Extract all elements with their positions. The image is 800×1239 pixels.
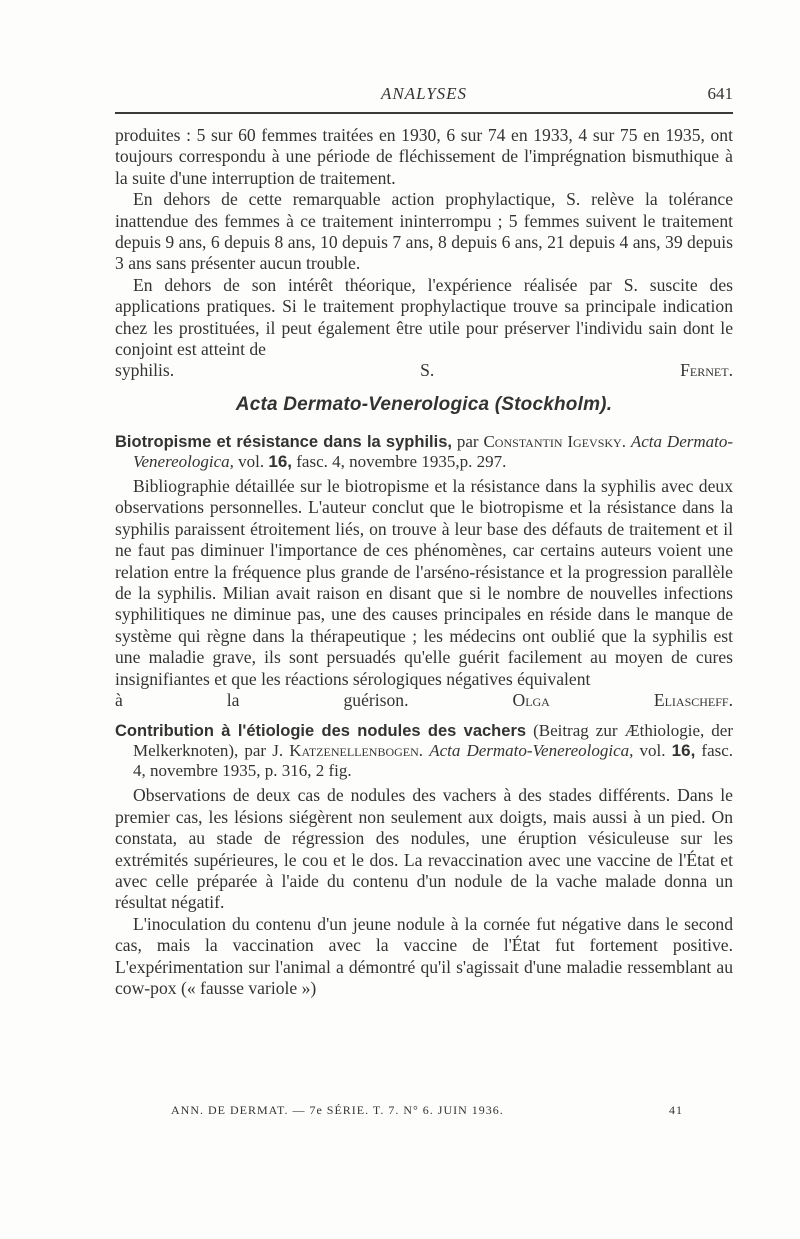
entry-body: Observations de deux cas de nodules des vachers à des stades différents. Dans le premier cas, les lésions siégèrent non seulement aux doigts, mais aussi à un pied. On constata, au stade de régression des nodules, une éruption vésiculeuse sur les extrémités supérieures, le cou et le dos. La revaccination avec une vaccine de l'État et avec celle préparée à l'aide du contenu d'un nodule de la vache malade donna un résultat négatif. <box>115 785 733 913</box>
entry-title: Biotropisme et résistance dans la syphilis, <box>115 432 452 451</box>
entry-gap <box>115 711 733 721</box>
volume-prefix: vol. <box>238 451 265 471</box>
journal-name: Acta Dermato-Venereologica, <box>133 431 734 471</box>
prev-article-continuation <box>115 125 733 382</box>
paragraph: produites : 5 sur 60 femmes traitées en 1930, 6 sur 74 en 1933, 4 sur 75 en 1935, ont toujours correspondu à une période de fléchissement de l'imprégnation bismuthique à la suite d'une interruption de traitement. <box>115 125 733 188</box>
entry-body: L'inoculation du contenu d'un jeune nodule à la cornée fut négative dans le second cas, mais la vaccination avec la vaccine de l'État fut fortement positive. L'expérimentation sur l'animal a démontré qu'il s'agissait d'une maladie ressemblant au cow-pox (« fausse variole ») <box>115 913 733 998</box>
footer-journal-line: ANN. DE DERMAT. — 7e SÉRIE. T. 7. N° 6. JUIN 1936. <box>171 1103 504 1117</box>
body-end: à la guérison. <box>115 689 409 710</box>
signature-line <box>115 360 733 381</box>
volume-number: 16, <box>671 741 696 761</box>
citation-details: fasc. 4, novembre 1935, p. 316, 2 fig. <box>133 741 734 781</box>
last-word: syphilis. <box>115 360 175 381</box>
page-number: 641 <box>707 84 733 103</box>
running-title: ANALYSES <box>380 84 468 103</box>
volume-number: 16, <box>268 451 292 471</box>
entry-title: Contribution à l'étiologie des nodules des vachers <box>115 722 527 741</box>
signature: Olga Eliascheff. <box>512 689 733 710</box>
entry-citation <box>115 721 733 781</box>
abstract-entry <box>115 721 733 999</box>
running-head <box>115 82 733 110</box>
original-title: (Beitrag zur Æthiologie, der Melkerknoten), par <box>133 721 734 761</box>
volume-prefix: vol. <box>639 741 666 761</box>
section-title: Acta Dermato-Venerologica (Stockholm). <box>235 393 613 415</box>
entry-author: J. Katzenellenbogen. <box>272 741 424 761</box>
paragraph: En dehors de son intérêt théorique, l'expérience réalisée par S. suscite des applications pratiques. Si le traitement prophylactique trouve sa principale indication chez les prostituées, il peut également être utile pour préserver l'individu sain dont le conjoint est atteint de <box>115 274 733 360</box>
signature-line <box>115 690 733 711</box>
entry-citation <box>115 432 733 472</box>
author-prefix: par <box>456 431 479 451</box>
signature: S. Fernet. <box>420 360 733 381</box>
header-rule <box>115 112 733 114</box>
paragraph: En dehors de cette remarquable action prophylactique, S. relève la tolérance inattendue des femmes à ce traitement ininterrompu ; 5 femmes suivent le traitement depuis 9 ans, 6 depuis 8 ans, 10 depuis 7 ans, 8 depuis 6 ans, 21 depuis 4 ans, 39 depuis 3 ans sans présenter aucun trouble. <box>115 189 733 274</box>
footer-sheet-number: 41 <box>669 1103 683 1117</box>
entry-author: Constantin Igevsky. <box>483 431 626 451</box>
page <box>115 82 733 999</box>
abstract-entry <box>115 432 733 711</box>
citation-details: fasc. 4, novembre 1935,p. 297. <box>296 451 507 471</box>
entry-body: Bibliographie détaillée sur le biotropisme et la résistance dans la syphilis avec deux observations personnelles. L'auteur conclut que le biotropisme et la résistance dans la syphilis paraissent étroitement liés, on trouve à leur base des défauts de traitement et il ne faut pas diminuer l'importance de ces phénomènes, car certains auteurs voient une relation entre la fréquence plus grande de l'arséno-résistance et la progression parallèle de la syphilis. Milian avait raison en disant que si le nombre de nouvelles infections syphilitiques ne diminue pas, une des causes principales en réside dans le manque de système qui règne dans la thérapeutique ; les médecins ont oublié que la syphilis est une maladie grave, ils sont persuadés qu'elle guérit facilement au moyen de cures insignifiantes et que les réactions sérologiques négatives équivalent <box>115 475 733 689</box>
journal-name: Acta Dermato-Venereologica, <box>429 741 634 761</box>
